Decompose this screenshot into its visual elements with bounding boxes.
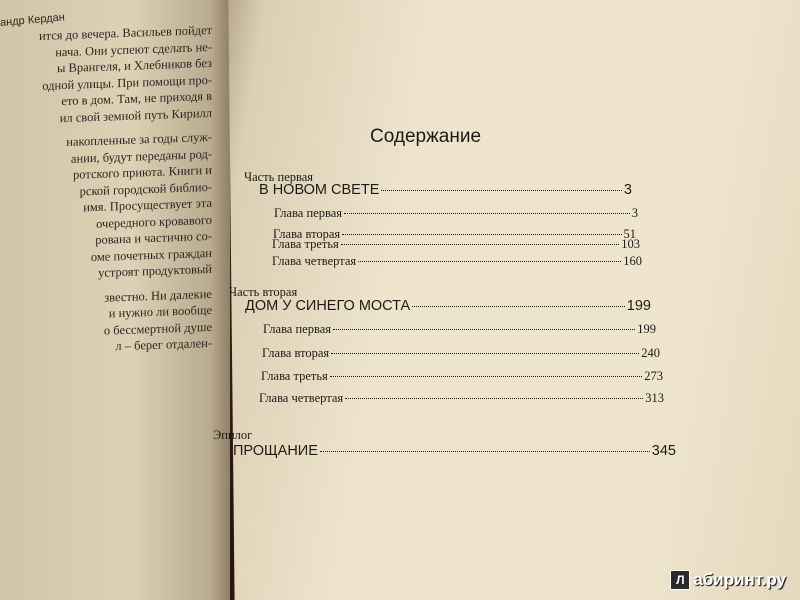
part-label: Часть вторая <box>229 285 298 299</box>
toc-page-number: 103 <box>621 237 640 251</box>
toc-page-number: 3 <box>623 182 632 198</box>
leader-dots <box>320 451 650 452</box>
text-line: ротского приюта. Книги и <box>73 162 212 182</box>
text-line: рской городской библио- <box>79 179 212 199</box>
toc-part-entry <box>245 298 651 314</box>
leader-dots <box>342 234 621 235</box>
toc-part-entry <box>259 182 632 198</box>
watermark <box>670 570 786 590</box>
text-line: л – берег отдален- <box>115 335 212 354</box>
toc-chapter-entry <box>272 254 642 269</box>
toc-page-number: 240 <box>641 346 660 360</box>
toc-chapter-entry <box>261 369 663 384</box>
toc-title: Содержание <box>370 126 482 147</box>
text-line: ы Врангеля, и Хлебников без <box>56 55 212 76</box>
toc-chapter-entry <box>259 391 664 406</box>
toc-chapter-entry <box>263 322 656 337</box>
toc-entry-title: ДОМ У СИНЕГО МОСТА <box>245 298 411 314</box>
toc-page-number: 273 <box>644 369 663 383</box>
part-label: Часть первая <box>244 170 314 184</box>
toc-entry-title: Глава первая <box>274 206 343 220</box>
text-line: звестно. Ни далекие <box>104 286 212 305</box>
text-line: рована и частично со- <box>95 228 212 247</box>
toc-entry-title: В НОВОМ СВЕТЕ <box>259 182 380 198</box>
toc-page-number: 313 <box>645 391 664 405</box>
toc-page-number: 199 <box>626 298 651 314</box>
text-line: имя. Просуществует эта <box>83 195 212 215</box>
toc-entry-title: Глава вторая <box>262 346 330 360</box>
text-line: нача. Они успеют сделать не- <box>55 39 212 59</box>
toc-entry-title: Глава третья <box>261 369 328 383</box>
text-line: ил свой земной путь Кирилл <box>59 105 212 125</box>
part-label: Эпилог <box>213 428 253 442</box>
leader-dots <box>412 306 625 307</box>
toc-part-entry <box>233 443 676 459</box>
toc-entry-title: Глава третья <box>272 237 339 251</box>
text-line: оме почетных граждан <box>90 245 212 264</box>
leader-dots <box>330 376 642 377</box>
text-line: о бессмертной душе <box>103 319 212 338</box>
leader-dots <box>358 261 621 262</box>
toc-entry-title: Глава вторая <box>273 227 341 241</box>
toc-entry-title: Глава четвертая <box>259 391 344 405</box>
toc-page-number: 199 <box>637 322 656 336</box>
leader-dots <box>331 353 639 354</box>
toc-chapter-entry <box>262 346 660 361</box>
toc-entry-title: Глава четвертая <box>272 254 357 268</box>
toc-page-number: 3 <box>631 206 638 220</box>
text-line: и нужно ли вообще <box>108 302 212 321</box>
text-line: очередного кровавого <box>96 212 212 231</box>
leader-dots <box>341 244 619 245</box>
toc-chapter-entry <box>272 237 640 252</box>
leader-dots <box>345 398 643 399</box>
toc-page-number: 345 <box>651 443 676 459</box>
labirint-logo-icon: Л <box>670 570 690 590</box>
text-line: одной улицы. При помощи про- <box>42 72 212 93</box>
toc-chapter-entry <box>274 206 638 221</box>
left-page-header: андр Кердан <box>0 11 66 29</box>
text-line: накопленные за годы служ- <box>66 129 212 149</box>
leader-dots <box>381 190 622 191</box>
toc-page-number: 160 <box>623 254 642 268</box>
leader-dots <box>344 213 630 214</box>
text-line: ится до вечера. Васильев пойдет <box>38 22 212 43</box>
toc-entry-title: Глава первая <box>263 322 332 336</box>
toc-page-number: 51 <box>623 227 636 241</box>
text-line: устроят продуктовый <box>98 261 212 280</box>
text-line: ето в дом. Там, не приходя в <box>61 88 212 109</box>
toc-entry-title: ПРОЩАНИЕ <box>233 443 318 459</box>
watermark-text: абиринт.ру <box>693 570 786 589</box>
leader-dots <box>333 329 635 330</box>
text-line: ании, будут переданы род- <box>70 146 212 166</box>
